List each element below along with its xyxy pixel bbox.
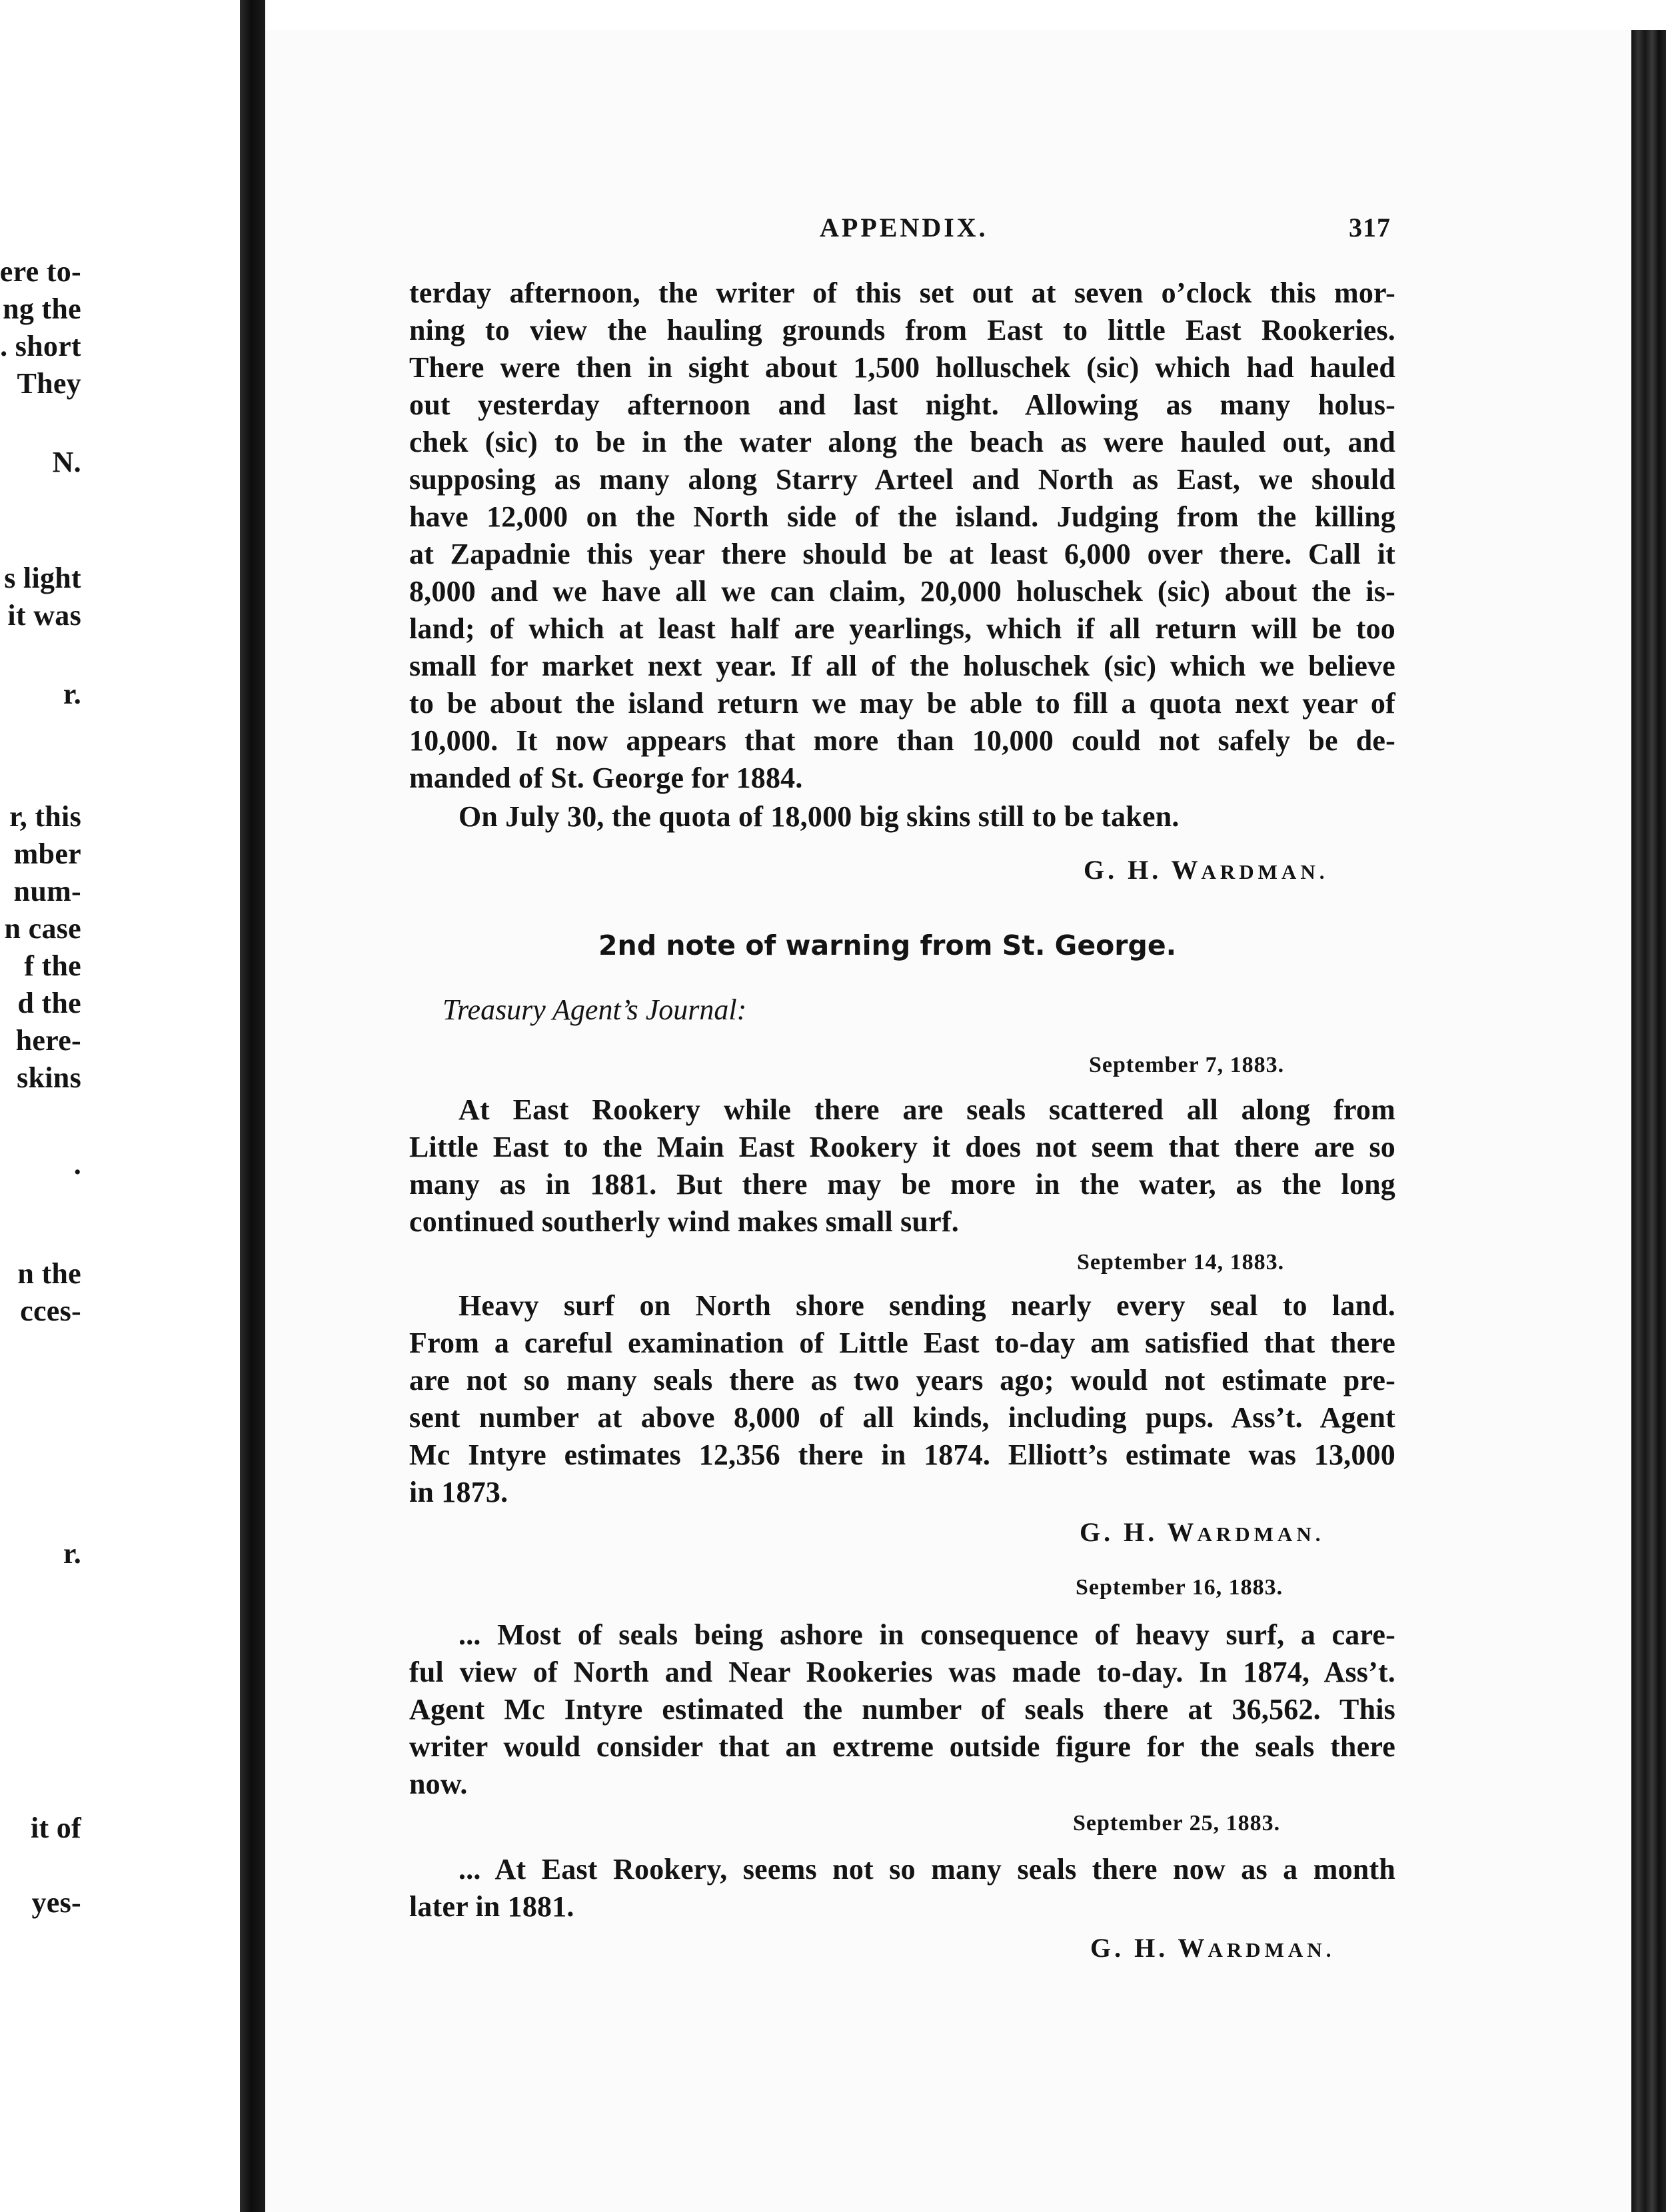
signature-initials: G. H. W <box>1080 1517 1198 1547</box>
text-line: ... At East Rookery, seems not so many seals there now as a month <box>458 1853 1395 1886</box>
left-fragment: They <box>17 367 81 400</box>
text-line: ning to view the hauling grounds from East to little East Rookeries. <box>409 314 1395 346</box>
left-fragment: r. <box>63 678 81 710</box>
text-line: out yesterday afternoon and last night. Allowing as many holus- <box>409 388 1395 421</box>
left-fragment: num- <box>13 875 81 907</box>
text-line: Mc Intyre estimates 12,356 there in 1874. Elliott’s estimate was 13,000 <box>409 1438 1395 1471</box>
left-fragment: r, this <box>9 800 81 833</box>
text-line: There were then in sight about 1,500 holluschek (sic) which had hauled <box>409 351 1395 384</box>
left-fragment: skins <box>17 1061 81 1094</box>
text-line: 10,000. It now appears that more than 10,000 could not safely be de- <box>409 724 1395 757</box>
entry-date: September 25, 1883. <box>1073 1811 1281 1836</box>
left-fragment: it of <box>30 1812 81 1844</box>
section-heading: 2nd note of warning from St. George. <box>598 929 1177 961</box>
text-line: Little East to the Main East Rookery it does not seem that there are so <box>409 1131 1395 1163</box>
left-page-fragment <box>0 0 240 2212</box>
entry-date: September 16, 1883. <box>1076 1575 1283 1600</box>
text-line: manded of St. George for 1884. <box>409 762 803 794</box>
left-fragment: yes- <box>31 1886 81 1919</box>
text-line: ful view of North and Near Rookeries was made to-day. In 1874, Ass’t. <box>409 1656 1395 1688</box>
text-line: terday afternoon, the writer of this set out at seven o’clock this mor- <box>409 276 1395 309</box>
left-fragment: f the <box>24 949 81 982</box>
signature-surname: ARDMAN. <box>1197 1522 1325 1546</box>
text-line: 8,000 and we have all we can claim, 20,000 holuschek (sic) about the is- <box>409 575 1395 608</box>
text-line: Agent Mc Intyre estimated the number of seals there at 36,562. This <box>409 1693 1395 1726</box>
text-line: to be about the island return we may be able to fill a quota next year of <box>409 687 1395 720</box>
left-fragment: n the <box>17 1257 81 1290</box>
signature <box>1080 1516 1324 1548</box>
quota-note: On July 30, the quota of 18,000 big skins still to be taken. <box>458 800 1180 833</box>
text-line: have 12,000 on the North side of the island. Judging from the killing <box>409 500 1395 533</box>
text-line: at Zapadnie this year there should be at least 6,000 over there. Call it <box>409 538 1395 570</box>
text-line: Heavy surf on North shore sending nearly every seal to land. <box>458 1289 1395 1322</box>
left-fragment: ere to- <box>0 255 81 288</box>
left-fragment: N. <box>52 446 81 478</box>
top-margin <box>265 0 1666 30</box>
signature-initials: G. H. W <box>1084 855 1202 885</box>
left-fragment: mber <box>13 837 81 870</box>
page-edge <box>1631 30 1666 2212</box>
page-gutter <box>240 0 265 2212</box>
text-line: At East Rookery while there are seals scattered all along from <box>458 1093 1395 1126</box>
left-fragment: it was <box>7 599 81 632</box>
left-fragment: n case <box>4 912 81 945</box>
entry-date: September 7, 1883. <box>1089 1053 1285 1077</box>
left-fragment: ng the <box>3 292 81 325</box>
left-fragment: here- <box>15 1024 81 1057</box>
left-fragment: d the <box>17 987 81 1019</box>
text-line: small for market next year. If all of the holuschek (sic) which we believe <box>409 650 1395 682</box>
text-line: sent number at above 8,000 of all kinds, including pups. Ass’t. Agent <box>409 1401 1395 1434</box>
left-fragment: s light <box>4 562 81 594</box>
page-number: 317 <box>1349 213 1391 243</box>
signature-surname: ARDMAN. <box>1201 860 1329 883</box>
text-line: supposing as many along Starry Arteel and North as East, we should <box>409 463 1395 496</box>
text-line: many as in 1881. But there may be more in the water, as the long <box>409 1168 1395 1201</box>
text-line: writer would consider that an extreme outside figure for the seals there <box>409 1730 1395 1763</box>
signature <box>1090 1932 1335 1963</box>
signature <box>1084 854 1328 885</box>
text-line: are not so many seals there as two years ago; would not estimate pre- <box>409 1364 1395 1396</box>
text-line: ... Most of seals being ashore in consequence of heavy surf, a care- <box>458 1618 1395 1651</box>
text-line: later in 1881. <box>409 1890 574 1923</box>
signature-surname: ARDMAN. <box>1208 1938 1335 1961</box>
text-line: in 1873. <box>409 1476 508 1508</box>
text-line: continued southerly wind makes small surf. <box>409 1205 959 1238</box>
text-line: From a careful examination of Little East to-day am satisfied that there <box>409 1327 1395 1359</box>
left-fragment: . <box>73 1148 81 1181</box>
left-fragment: cces- <box>20 1295 81 1327</box>
journal-label: Treasury Agent’s Journal: <box>442 993 747 1026</box>
signature-initials: G. H. W <box>1090 1933 1208 1963</box>
left-fragment: . short <box>0 330 81 362</box>
entry-date: September 14, 1883. <box>1077 1250 1285 1275</box>
running-head: APPENDIX. <box>820 213 988 243</box>
text-line: chek (sic) to be in the water along the beach as were hauled out, and <box>409 426 1395 458</box>
text-line: now. <box>409 1768 468 1800</box>
text-line: land; of which at least half are yearlings, which if all return will be too <box>409 612 1395 645</box>
left-fragment: r. <box>63 1537 81 1570</box>
